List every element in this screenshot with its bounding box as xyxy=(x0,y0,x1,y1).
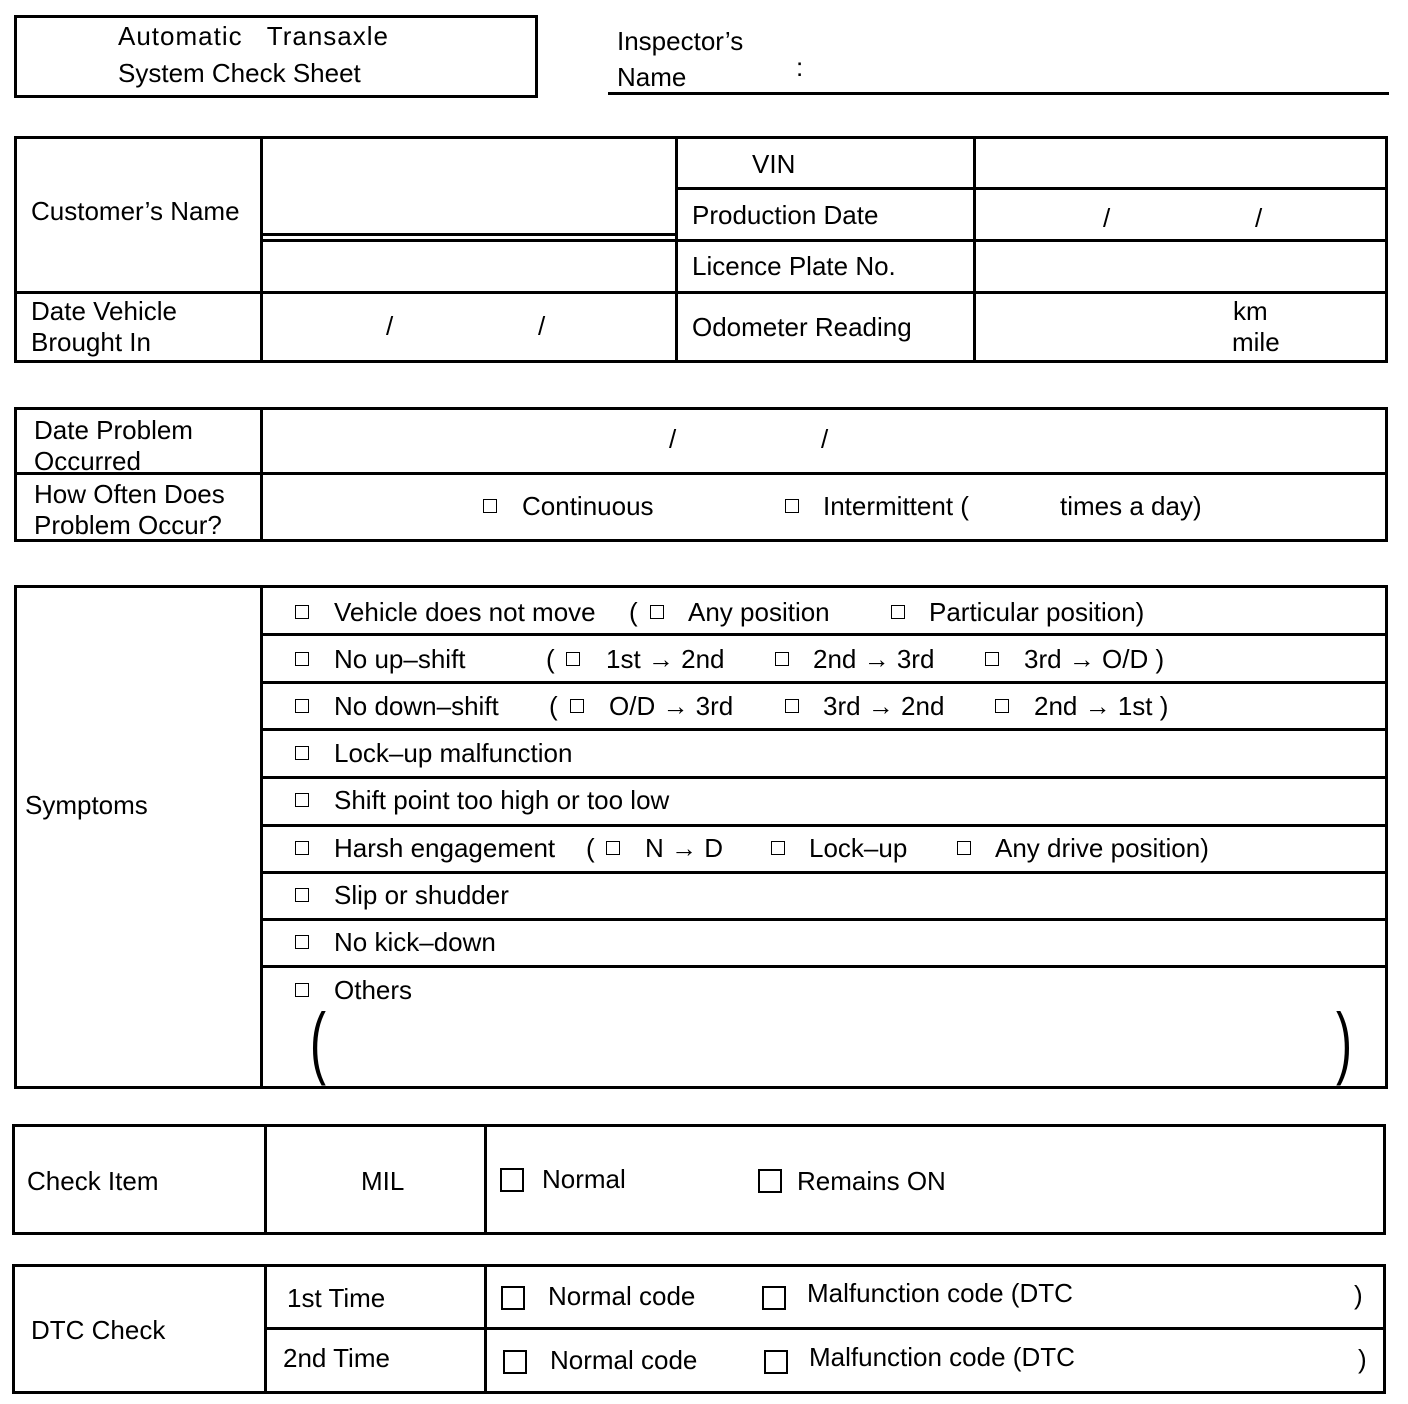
downshift-1-checkbox[interactable] xyxy=(570,691,584,721)
particular-position-checkbox[interactable] xyxy=(891,597,905,627)
dtc-first-malfunction-label: Malfunction code (DTC xyxy=(807,1278,1073,1308)
harsh-1-label: N → D xyxy=(645,833,723,863)
intermittent-checkbox[interactable] xyxy=(785,491,799,521)
dtc-second-code-field[interactable] xyxy=(1102,1335,1348,1385)
unit-km: km xyxy=(1233,296,1268,326)
no-downshift-label: No down–shift xyxy=(334,691,499,721)
mil-normal-checkbox[interactable] xyxy=(500,1165,524,1195)
date-brought-in-sep2: / xyxy=(538,311,546,341)
how-often-label-2: Problem Occur? xyxy=(34,510,222,540)
upshift-2-label: 2nd → 3rd xyxy=(813,644,935,674)
slip-shudder-label: Slip or shudder xyxy=(334,880,509,910)
times-a-day-field[interactable] xyxy=(990,484,1052,528)
inspector-colon: : xyxy=(796,52,804,82)
upshift-1-label: 1st → 2nd xyxy=(606,644,725,674)
harsh-2-checkbox[interactable] xyxy=(771,833,785,863)
dtc-first-close-paren: ) xyxy=(1354,1280,1363,1310)
upshift-3-label: 3rd → O/D ) xyxy=(1024,644,1165,674)
downshift-2-checkbox[interactable] xyxy=(785,691,799,721)
downshift-1-label: O/D → 3rd xyxy=(609,691,734,721)
harsh-3-label: Any drive position) xyxy=(995,833,1209,863)
no-kickdown-label: No kick–down xyxy=(334,927,496,957)
dtc-second-normal-label: Normal code xyxy=(550,1345,698,1375)
no-downshift-paren: ( xyxy=(549,691,558,721)
vin-field[interactable] xyxy=(977,140,1384,186)
no-upshift-checkbox[interactable] xyxy=(295,644,309,674)
inspector-label-line1: Inspector’s xyxy=(617,26,744,56)
production-date-label: Production Date xyxy=(692,200,879,230)
odometer-field[interactable] xyxy=(977,295,1227,359)
no-kickdown-checkbox[interactable] xyxy=(295,927,309,957)
date-occurred-sep2: / xyxy=(821,424,829,454)
intermittent-label: Intermittent ( xyxy=(823,491,969,521)
any-position-label: Any position xyxy=(688,597,830,627)
downshift-2-label: 3rd → 2nd xyxy=(823,691,945,721)
upshift-3-checkbox[interactable] xyxy=(985,644,999,674)
date-brought-in-label-2: Brought In xyxy=(31,327,151,357)
particular-position-label: Particular position) xyxy=(929,597,1145,627)
title-line2: System Check Sheet xyxy=(118,58,361,88)
production-date-sep1: / xyxy=(1103,203,1111,233)
others-label: Others xyxy=(334,975,413,1005)
shift-point-label: Shift point too high or too low xyxy=(334,785,670,815)
title-line1: Automatic Transaxle xyxy=(118,21,389,51)
vin-label: VIN xyxy=(752,149,796,179)
customer-name-field[interactable] xyxy=(264,140,672,232)
dtc-first-malfunction-checkbox[interactable] xyxy=(762,1283,786,1313)
continuous-checkbox[interactable] xyxy=(483,491,497,521)
continuous-label: Continuous xyxy=(522,491,654,521)
odometer-label: Odometer Reading xyxy=(692,312,912,342)
date-occurred-label-2: Occurred xyxy=(34,446,141,476)
licence-plate-field[interactable] xyxy=(977,243,1384,289)
others-checkbox[interactable] xyxy=(295,975,309,1005)
inspector-label-line2: Name xyxy=(617,62,687,92)
mil-label: MIL xyxy=(361,1166,405,1196)
check-item-table xyxy=(12,1124,1386,1235)
mil-normal-label: Normal xyxy=(542,1164,626,1194)
date-occurred-field[interactable] xyxy=(264,411,1384,471)
dtc-first-normal-checkbox[interactable] xyxy=(501,1283,525,1313)
inspector-name-field[interactable] xyxy=(608,92,1389,95)
vehicle-not-move-label: Vehicle does not move xyxy=(334,597,596,627)
date-occurred-sep1: / xyxy=(669,424,677,454)
dtc-first-normal-label: Normal code xyxy=(548,1281,696,1311)
no-downshift-checkbox[interactable] xyxy=(295,691,309,721)
vehicle-not-move-paren: ( xyxy=(629,597,638,627)
how-often-label-1: How Often Does xyxy=(34,479,225,509)
upshift-2-checkbox[interactable] xyxy=(775,644,789,674)
harsh-engagement-label: Harsh engagement xyxy=(334,833,556,863)
production-date-sep2: / xyxy=(1255,203,1263,233)
dtc-first-time-label: 1st Time xyxy=(287,1283,386,1313)
harsh-1-checkbox[interactable] xyxy=(606,833,620,863)
others-close-paren: ) xyxy=(1336,997,1352,1086)
customer-name-label: Customer’s Name xyxy=(31,196,240,226)
shift-point-checkbox[interactable] xyxy=(295,785,309,815)
harsh-engagement-paren: ( xyxy=(586,833,595,863)
dtc-second-close-paren: ) xyxy=(1358,1344,1367,1374)
mil-remains-on-label: Remains ON xyxy=(797,1166,946,1196)
any-position-checkbox[interactable] xyxy=(650,597,664,627)
licence-plate-label: Licence Plate No. xyxy=(692,251,896,281)
lockup-malfunction-checkbox[interactable] xyxy=(295,738,309,768)
dtc-second-normal-checkbox[interactable] xyxy=(503,1347,527,1377)
mil-remains-on-checkbox[interactable] xyxy=(758,1166,782,1196)
harsh-3-checkbox[interactable] xyxy=(957,833,971,863)
symptoms-label: Symptoms xyxy=(25,790,148,820)
downshift-3-label: 2nd → 1st ) xyxy=(1034,691,1169,721)
slip-shudder-checkbox[interactable] xyxy=(295,880,309,910)
dtc-check-label: DTC Check xyxy=(31,1315,166,1345)
vehicle-not-move-checkbox[interactable] xyxy=(295,597,309,627)
harsh-2-label: Lock–up xyxy=(809,833,908,863)
date-brought-in-label-1: Date Vehicle xyxy=(31,296,177,326)
lockup-malfunction-label: Lock–up malfunction xyxy=(334,738,573,768)
dtc-second-malfunction-checkbox[interactable] xyxy=(764,1347,788,1377)
upshift-1-checkbox[interactable] xyxy=(566,644,580,674)
harsh-engagement-checkbox[interactable] xyxy=(295,833,309,863)
check-item-label: Check Item xyxy=(27,1166,159,1196)
customer-name-field-2[interactable] xyxy=(264,243,672,289)
no-upshift-label: No up–shift xyxy=(334,644,466,674)
downshift-3-checkbox[interactable] xyxy=(995,691,1009,721)
production-date-field[interactable] xyxy=(977,191,1384,237)
unit-mile: mile xyxy=(1232,327,1280,357)
times-a-day-label: times a day) xyxy=(1060,491,1202,521)
others-field[interactable] xyxy=(340,1008,1330,1080)
dtc-second-malfunction-label: Malfunction code (DTC xyxy=(809,1342,1075,1372)
date-occurred-label-1: Date Problem xyxy=(34,415,193,445)
dtc-first-code-field[interactable] xyxy=(1100,1272,1346,1320)
dtc-second-time-label: 2nd Time xyxy=(283,1343,390,1373)
others-open-paren: ( xyxy=(310,997,326,1086)
date-brought-in-field[interactable] xyxy=(264,295,672,359)
date-brought-in-sep1: / xyxy=(386,311,394,341)
no-upshift-paren: ( xyxy=(546,644,555,674)
